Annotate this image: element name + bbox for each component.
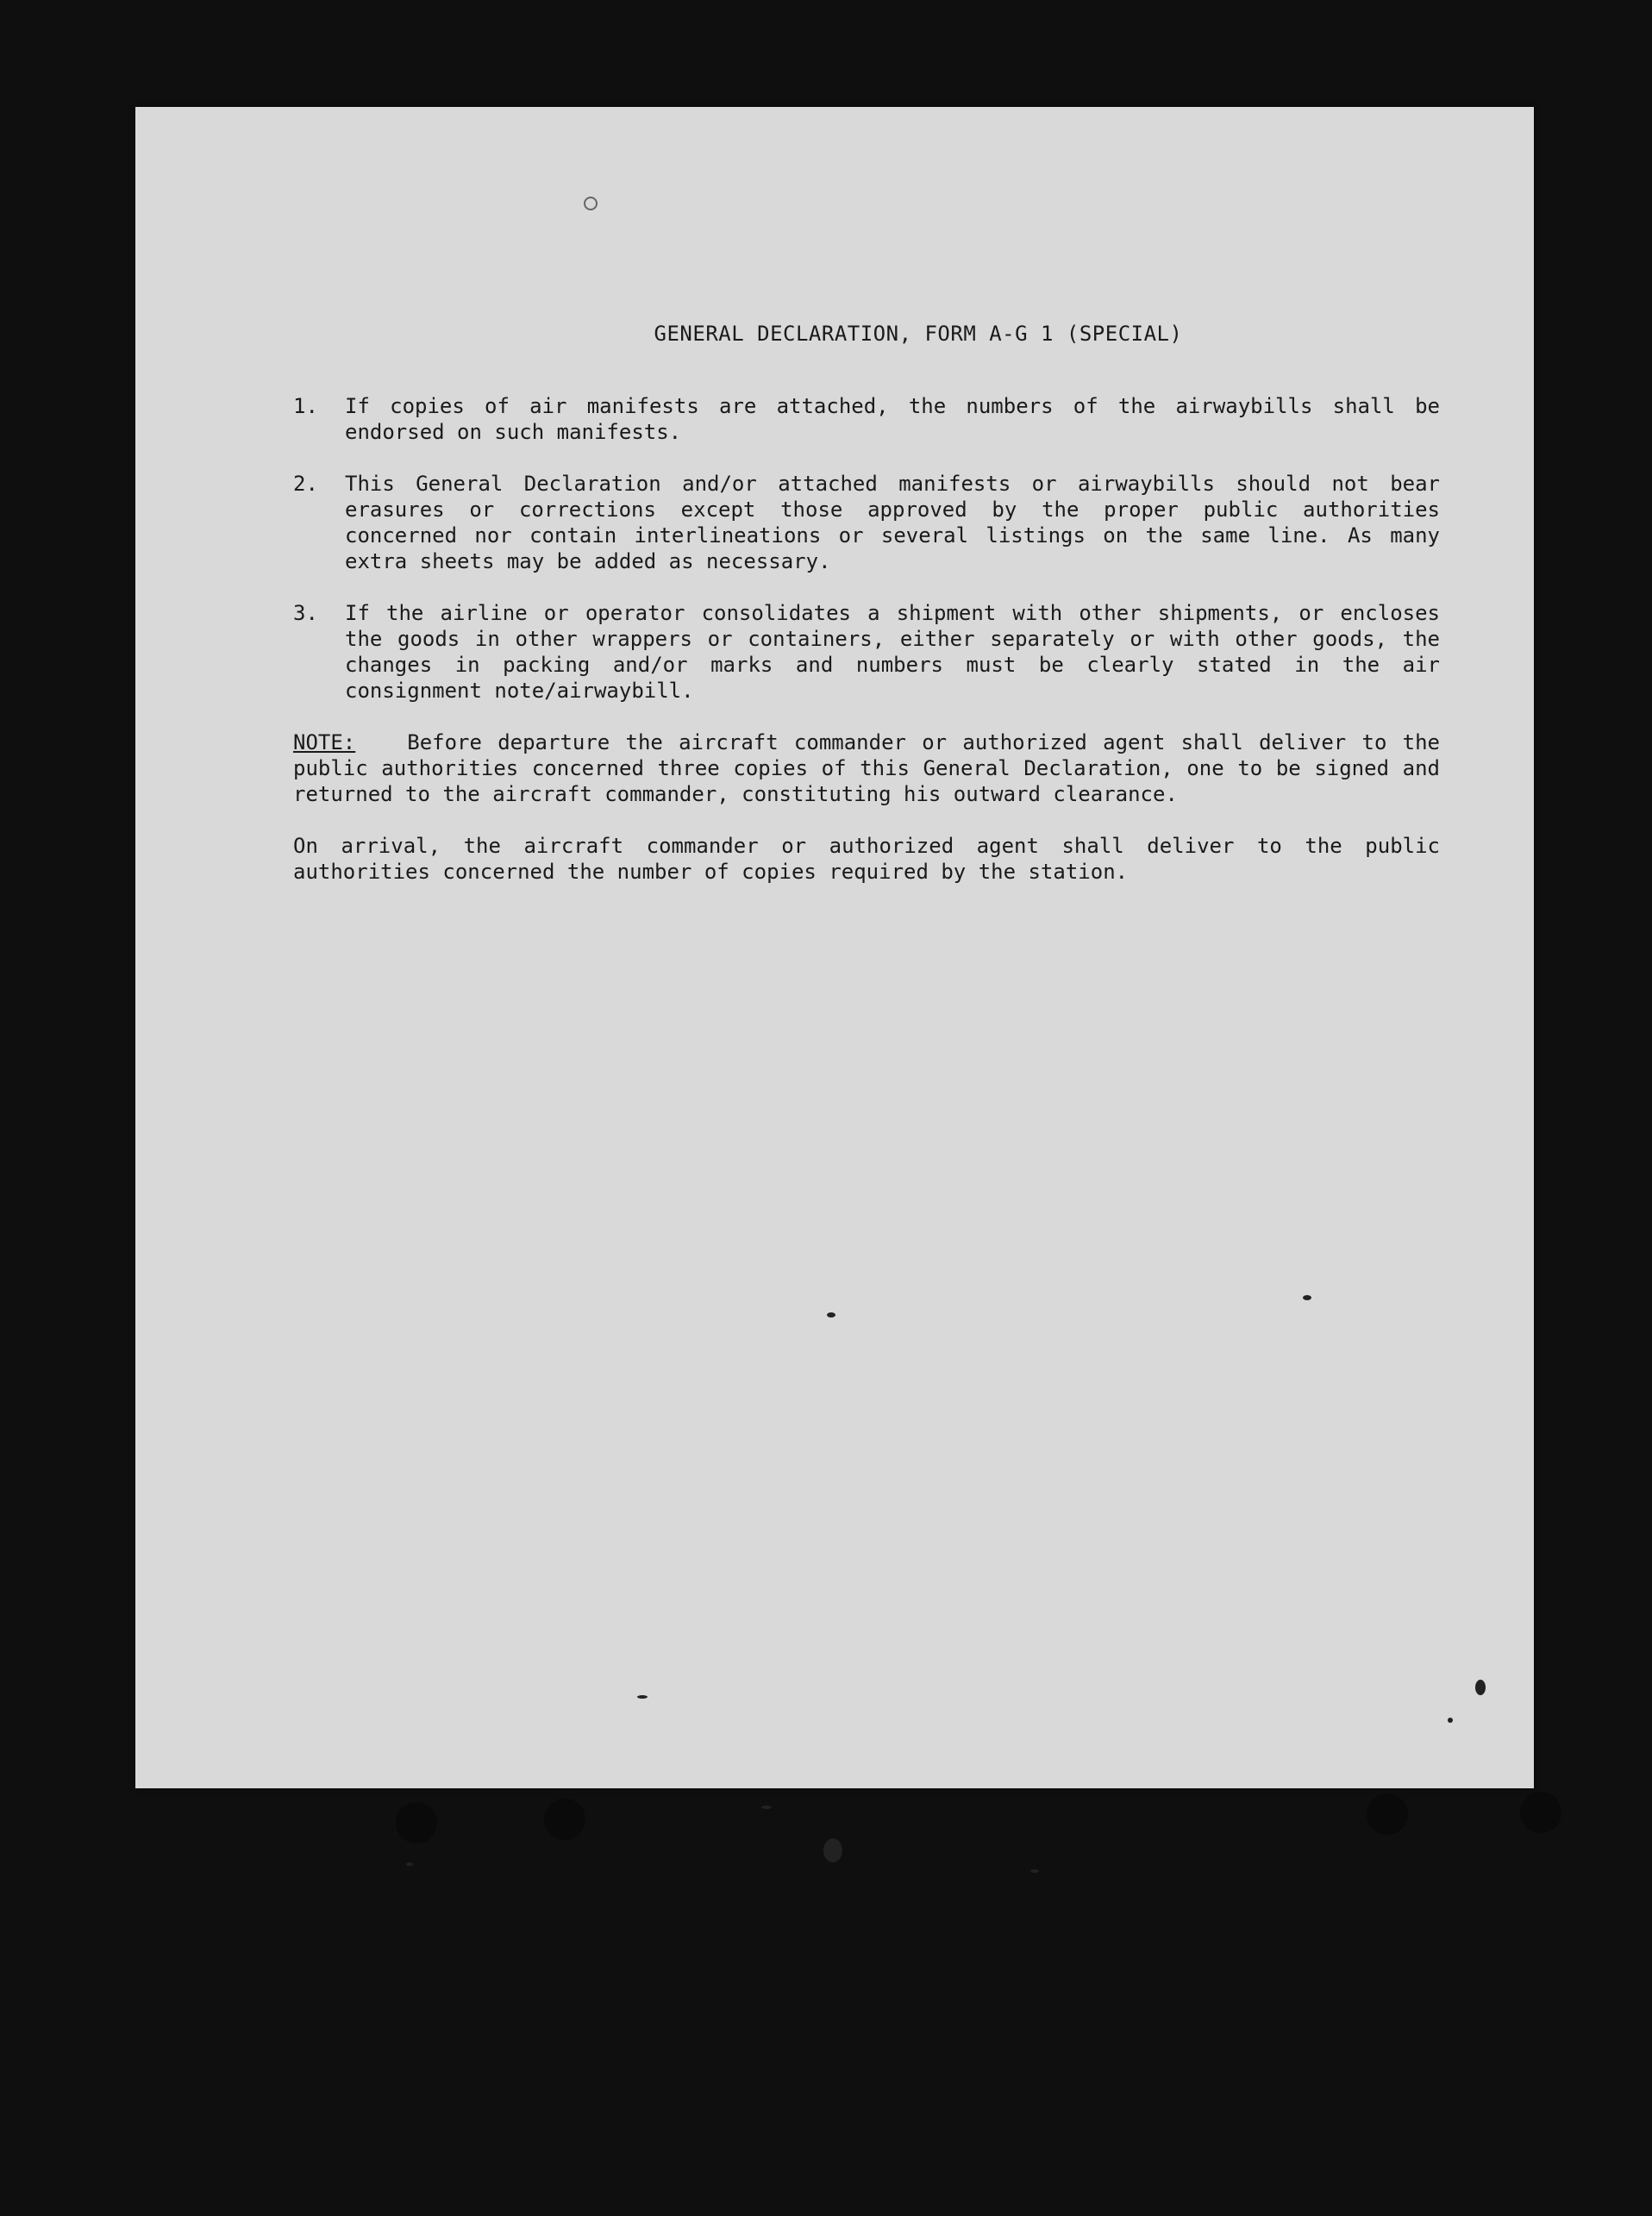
speck [823,1838,842,1862]
speck [827,1312,835,1318]
note-paragraph [293,729,1440,807]
speck [1030,1869,1039,1873]
note-label: NOTE: [293,730,356,754]
punch-hole [396,1802,437,1844]
list-item [293,393,1440,445]
paper-mark [584,197,598,210]
speck [1303,1295,1311,1300]
punch-hole [1367,1793,1408,1835]
document-page [135,107,1534,1788]
speck [1475,1680,1486,1695]
item-number: 3. [293,601,318,625]
speck [1448,1718,1453,1723]
list-item [293,600,1440,704]
document-body [293,321,1440,885]
document-title: GENERAL DECLARATION, FORM A-G 1 (SPECIAL) [654,322,1183,346]
speck [761,1806,772,1809]
arrival-paragraph: On arrival, the aircraft commander or authorized agent shall deliver to the public authorities concerned the number of copies required by the station. [293,834,1440,884]
item-text: If the airline or operator consolidates a shipment with other shipments, or encloses the goods in other wrappers or containers, either separately or with other goods, the changes in packing and/or marks and numbers must be clearly stated in the air consignment note/airwaybill. [345,601,1440,703]
punch-hole [544,1799,585,1840]
punch-hole [1520,1792,1561,1833]
list-item [293,471,1440,574]
item-text: This General Declaration and/or attached manifests or airwaybills should not bear erasures or corrections except those approved by the proper public authorities concerned nor contain interlineations or several listings on the same line. As many extra sheets may be added as necessary. [345,472,1440,573]
item-number: 2. [293,472,318,496]
speck [637,1695,648,1699]
item-text: If copies of air manifests are attached, the numbers of the airwaybills shall be endorsed on such manifests. [345,394,1440,444]
item-number: 1. [293,394,318,418]
note-text: Before departure the aircraft commander or authorized agent shall deliver to the public authorities concerned three copies of this General Declaration, one to be signed and returned to the aircraft commander, constituting his outward clearance. [293,730,1440,806]
speck [406,1862,413,1866]
